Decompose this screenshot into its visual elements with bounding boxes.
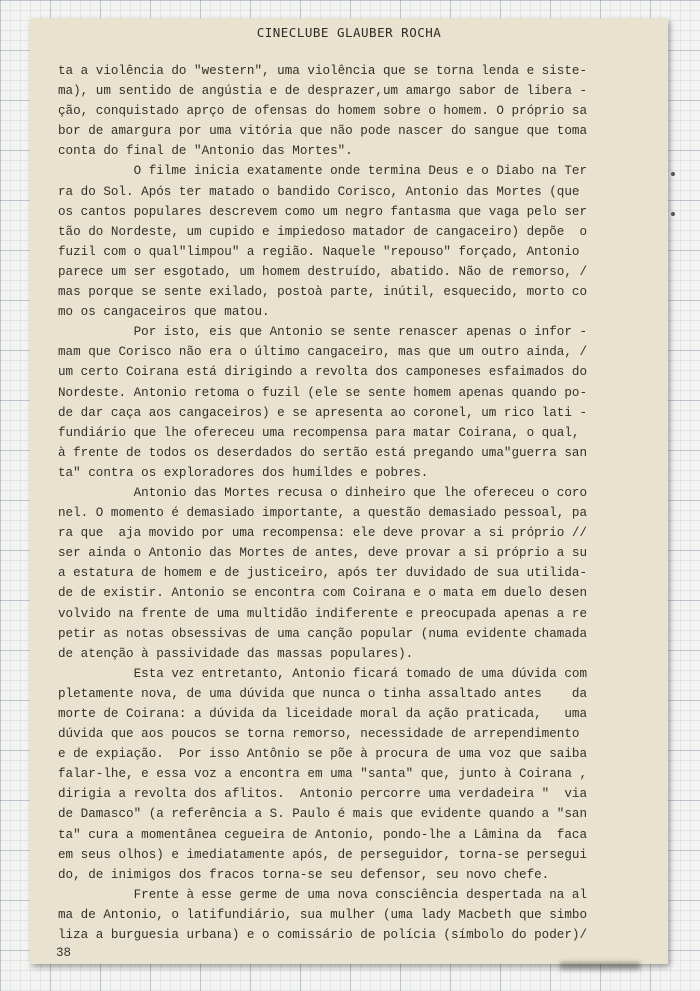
- text-line: pletamente nova, de uma dúvida que nunca o tinha assaltado antes da: [58, 686, 588, 701]
- text-line: um certo Coirana está dirigindo a revolta dos camponeses esfaimados do: [58, 365, 588, 380]
- text-line: a estatura de homem e de justiceiro, após ter duvidado de sua utilida-: [58, 566, 588, 581]
- text-line: de dar caça aos cangaceiros) e se apresenta ao coronel, um rico lati -: [58, 405, 588, 420]
- text-line: à frente de todos os deserdados do sertão está pregando uma"guerra san: [58, 445, 588, 460]
- text-line: de Damasco" (a referência a S. Paulo é mais que evidente quando a "san: [58, 807, 588, 822]
- text-line: do, de inimigos dos fracos torna-se seu defensor, seu novo chefe.: [58, 867, 550, 882]
- text-line: Nordeste. Antonio retoma o fuzil (ele se sente homem apenas quando po-: [58, 385, 588, 400]
- text-line: ma), um sentido de angústia e de desprazer,um amargo sabor de libera -: [58, 84, 588, 99]
- binder-hole-mark: [671, 172, 675, 176]
- text-line: Por isto, eis que Antonio se sente renascer apenas o infor -: [58, 325, 588, 340]
- text-line: ta" cura a momentânea cegueira de Antonio, pondo-lhe a Lâmina da faca: [58, 827, 588, 842]
- text-line: em seus olhos) e imediatamente após, de perseguidor, torna-se persegui: [58, 847, 588, 862]
- page-shadow: [560, 962, 640, 970]
- text-line: e de expiação. Por isso Antônio se põe à procura de uma voz que saiba: [58, 747, 588, 762]
- text-line: Frente à esse germe de uma nova consciência despertada na al: [58, 887, 588, 902]
- text-line: falar-lhe, e essa voz a encontra em uma "santa" que, junto à Coirana ,: [58, 767, 588, 782]
- text-line: petir as notas obsessivas de uma canção popular (numa evidente chamada: [58, 626, 588, 641]
- text-line: conta do final de "Antonio das Mortes".: [58, 144, 353, 159]
- text-line: os cantos populares descrevem como um negro fantasma que vaga pelo ser: [58, 204, 588, 219]
- text-line: de atenção à passividade das massas populares).: [58, 646, 414, 661]
- text-line: mam que Corisco não era o último cangaceiro, mas que um outro ainda, /: [58, 345, 588, 360]
- page-number: 38: [56, 946, 72, 960]
- text-line: Esta vez entretanto, Antonio ficará tomado de uma dúvida com: [58, 666, 588, 681]
- text-line: mas porque se sente exilado, postoà parte, inútil, esquecido, morto co: [58, 285, 588, 300]
- text-line: ra do Sol. Após ter matado o bandido Corisco, Antonio das Mortes (que: [58, 184, 580, 199]
- page-header: CINECLUBE GLAUBER ROCHA: [256, 25, 442, 40]
- text-line: tão do Nordeste, um cupido e impiedoso matador de cangaceiro) depõe o: [58, 224, 588, 239]
- text-line: Antonio das Mortes recusa o dinheiro que lhe ofereceu o coro: [58, 485, 588, 500]
- text-line: volvido na frente de uma multidão indiferente e preocupada apenas a re: [58, 606, 588, 621]
- document-page: [30, 18, 668, 964]
- text-line: ta" contra os exploradores dos humildes e pobres.: [58, 465, 429, 480]
- text-line: liza a burguesia urbana) e o comissário de polícia (símbolo do poder)/: [58, 928, 588, 943]
- text-line: dirigia a revolta dos aflitos. Antonio percorre uma verdadeira " via: [58, 787, 588, 802]
- text-line: ção, conquistado aprço de ofensas do homem sobre o homem. O próprio sa: [58, 104, 588, 119]
- text-line: morte de Coirana: a dúvida da liceidade moral da ação praticada, uma: [58, 707, 588, 721]
- text-line: dúvida que aos poucos se torna remorso, necessidade de arrependimento: [58, 727, 580, 742]
- text-line: fundiário que lhe ofereceu uma recompensa para matar Coirana, o qual,: [58, 425, 580, 440]
- text-line: ma de Antonio, o latifundiário, sua mulher (uma lady Macbeth que simbo: [58, 907, 588, 922]
- text-line: ra que aja movido por uma recompensa: ele deve provar a si próprio //: [58, 526, 588, 541]
- text-line: parece um ser esgotado, um homem destruído, abatido. Não de remorso, /: [58, 264, 588, 279]
- text-line: nel. O momento é demasiado importante, a questão demasiado pessoal, pa: [58, 506, 588, 521]
- typed-text-body: [58, 61, 658, 945]
- text-line: fuzil com o qual"limpou" a região. Naquele "repouso" forçado, Antonio: [58, 244, 580, 259]
- text-line: ser ainda o Antonio das Mortes de antes, deve provar a si próprio a su: [58, 546, 588, 561]
- text-line: de de existir. Antonio se encontra com Coirana e o mata em duelo desen: [58, 586, 588, 601]
- text-line: O filme inicia exatamente onde termina Deus e o Diabo na Ter: [58, 164, 588, 179]
- text-line: ta a violência do "western", uma violência que se torna lenda e siste-: [58, 64, 588, 78]
- text-line: mo os cangaceiros que matou.: [58, 305, 270, 320]
- text-line: bor de amargura por uma vitória que não pode nascer do sangue que toma: [58, 124, 588, 139]
- binder-hole-mark: [671, 212, 675, 216]
